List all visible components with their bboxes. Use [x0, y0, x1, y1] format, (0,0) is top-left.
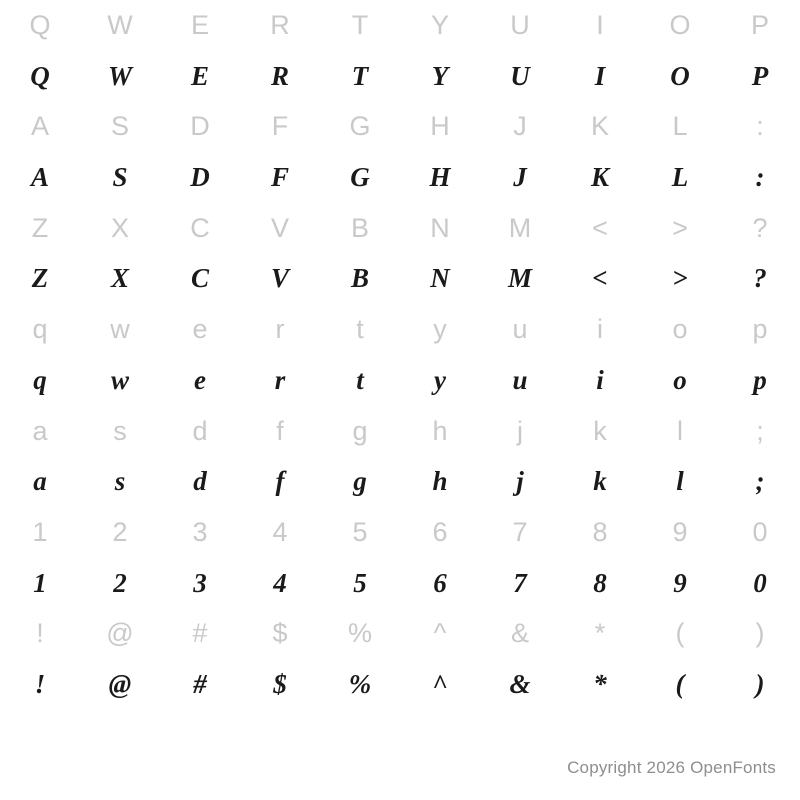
- glyph-cell: 1: [33, 567, 47, 598]
- glyph-cell: Q: [30, 60, 50, 91]
- glyph-cell: i: [596, 364, 604, 395]
- glyph-cell: 6: [433, 567, 447, 598]
- glyph-cell: E: [190, 9, 209, 40]
- glyph-cell: M: [508, 212, 532, 243]
- glyph-cell: (: [675, 618, 685, 649]
- reference-row: [0, 304, 800, 355]
- glyph-cell: P: [750, 9, 769, 40]
- glyph-cell: f: [276, 415, 284, 446]
- glyph-cell: U: [510, 60, 530, 91]
- glyph-cell: i: [597, 314, 603, 345]
- glyph-cell: ): [755, 669, 765, 700]
- glyph-cell: 6: [432, 517, 448, 548]
- glyph-cell: S: [110, 111, 129, 142]
- glyph-cell: f: [275, 466, 285, 497]
- glyph-cell: Y: [431, 60, 449, 91]
- glyph-cell: B: [350, 212, 369, 243]
- glyph-cell: %: [347, 618, 372, 649]
- reference-row: [0, 507, 800, 558]
- glyph-cell: ;: [756, 415, 764, 446]
- glyph-cell: H: [430, 111, 450, 142]
- glyph-cell: g: [353, 466, 367, 497]
- glyph-cell: #: [192, 618, 208, 649]
- glyph-cell: ;: [755, 466, 765, 497]
- glyph-cell: l: [676, 466, 684, 497]
- glyph-cell: ?: [752, 212, 768, 243]
- glyph-cell: o: [673, 364, 687, 395]
- glyph-cell: 5: [352, 517, 368, 548]
- glyph-cell: 3: [192, 517, 208, 548]
- glyph-cell: L: [671, 162, 689, 193]
- glyph-cell: 1: [32, 517, 48, 548]
- glyph-cell: 9: [673, 567, 687, 598]
- glyph-cell: W: [107, 9, 133, 40]
- specimen-row: [0, 355, 800, 406]
- glyph-cell: X: [110, 263, 129, 294]
- glyph-cell: u: [512, 364, 528, 395]
- glyph-cell: ^: [433, 618, 447, 649]
- glyph-cell: O: [669, 9, 691, 40]
- glyph-cell: I: [594, 60, 606, 91]
- glyph-cell: G: [349, 111, 371, 142]
- glyph-cell: y: [434, 364, 446, 395]
- glyph-cell: u: [512, 314, 528, 345]
- glyph-cell: e: [192, 314, 208, 345]
- glyph-cell: A: [30, 111, 49, 142]
- glyph-cell: %: [348, 669, 372, 700]
- glyph-cell: :: [756, 111, 764, 142]
- glyph-cell: r: [274, 364, 286, 395]
- specimen-row: [0, 659, 800, 710]
- glyph-cell: 2: [112, 517, 128, 548]
- glyph-cell: L: [672, 111, 688, 142]
- glyph-cell: H: [429, 162, 451, 193]
- glyph-cell: $: [272, 618, 288, 649]
- copyright-notice: Copyright 2026 OpenFonts: [567, 758, 776, 777]
- glyph-cell: B: [350, 263, 369, 294]
- specimen-row: [0, 254, 800, 305]
- glyph-cell: 8: [592, 517, 608, 548]
- glyph-cell: t: [356, 314, 364, 345]
- glyph-cell: D: [190, 111, 210, 142]
- glyph-cell: K: [590, 162, 609, 193]
- glyph-cell: V: [270, 212, 289, 243]
- glyph-cell: >: [672, 212, 688, 243]
- glyph-cell: U: [510, 9, 530, 40]
- glyph-cell: :: [755, 162, 765, 193]
- reference-row: [0, 101, 800, 152]
- glyph-cell: ^: [432, 669, 448, 700]
- glyph-cell: a: [32, 415, 48, 446]
- reference-row: [0, 203, 800, 254]
- glyph-cell: M: [507, 263, 532, 294]
- reference-row: [0, 0, 800, 51]
- glyph-cell: (: [675, 669, 685, 700]
- glyph-cell: 5: [353, 567, 367, 598]
- glyph-cell: <: [592, 263, 608, 294]
- glyph-cell: 9: [672, 517, 688, 548]
- glyph-cell: 8: [593, 567, 607, 598]
- glyph-cell: Z: [31, 263, 49, 294]
- glyph-cell: #: [193, 669, 207, 700]
- glyph-cell: l: [677, 415, 683, 446]
- glyph-cell: p: [753, 364, 767, 395]
- glyph-cell: ?: [753, 263, 767, 294]
- glyph-cell: *: [593, 669, 607, 700]
- glyph-cell: a: [33, 466, 47, 497]
- glyph-cell: $: [273, 669, 287, 700]
- glyph-cell: T: [351, 60, 369, 91]
- glyph-cell: E: [190, 60, 209, 91]
- glyph-cell: C: [190, 263, 209, 294]
- glyph-cell: j: [516, 466, 524, 497]
- glyph-cell: g: [352, 415, 368, 446]
- glyph-cell: d: [192, 415, 208, 446]
- glyph-cell: C: [190, 212, 210, 243]
- glyph-cell: Z: [31, 212, 49, 243]
- glyph-cell: S: [112, 162, 128, 193]
- glyph-cell: G: [350, 162, 370, 193]
- glyph-cell: q: [32, 314, 48, 345]
- reference-row: [0, 609, 800, 660]
- glyph-cell: 4: [273, 567, 287, 598]
- glyph-cell: s: [113, 415, 127, 446]
- specimen-row: [0, 51, 800, 102]
- glyph-cell: *: [594, 618, 606, 649]
- glyph-cell: <: [592, 212, 608, 243]
- glyph-cell: p: [752, 314, 768, 345]
- glyph-cell: 7: [512, 517, 528, 548]
- glyph-cell: w: [110, 364, 129, 395]
- glyph-cell: Q: [29, 9, 51, 40]
- glyph-cell: k: [593, 415, 607, 446]
- glyph-cell: R: [270, 9, 290, 40]
- glyph-cell: 0: [753, 567, 767, 598]
- glyph-cell: A: [30, 162, 49, 193]
- glyph-cell: q: [33, 364, 47, 395]
- glyph-cell: j: [517, 415, 523, 446]
- glyph-cell: 4: [272, 517, 288, 548]
- glyph-cell: ): [755, 618, 765, 649]
- glyph-cell: o: [672, 314, 688, 345]
- glyph-cell: s: [114, 466, 126, 497]
- glyph-cell: >: [672, 263, 688, 294]
- glyph-cell: Y: [430, 9, 449, 40]
- glyph-cell: d: [193, 466, 207, 497]
- glyph-cell: &: [510, 618, 529, 649]
- glyph-cell: K: [590, 111, 609, 142]
- glyph-cell: &: [509, 669, 531, 700]
- glyph-cell: I: [596, 9, 604, 40]
- glyph-cell: !: [34, 669, 46, 700]
- glyph-cell: 2: [113, 567, 127, 598]
- glyph-cell: F: [270, 162, 289, 193]
- glyph-cell: w: [110, 314, 130, 345]
- specimen-row: [0, 456, 800, 507]
- glyph-cell: r: [275, 314, 285, 345]
- glyph-cell: V: [270, 263, 289, 294]
- glyph-cell: O: [670, 60, 690, 91]
- glyph-cell: 3: [193, 567, 207, 598]
- glyph-cell: @: [106, 618, 134, 649]
- glyph-cell: t: [356, 364, 364, 395]
- glyph-cell: h: [432, 415, 448, 446]
- glyph-cell: 0: [752, 517, 768, 548]
- glyph-cell: X: [110, 212, 129, 243]
- glyph-cell: y: [433, 314, 447, 345]
- glyph-cell: @: [108, 669, 132, 700]
- glyph-cell: N: [430, 263, 450, 294]
- specimen-row: [0, 152, 800, 203]
- glyph-cell: J: [513, 162, 527, 193]
- glyph-cell: h: [432, 466, 448, 497]
- glyph-cell: W: [107, 60, 132, 91]
- glyph-cell: N: [430, 212, 450, 243]
- glyph-cell: k: [593, 466, 607, 497]
- glyph-cell: J: [513, 111, 527, 142]
- glyph-cell: !: [36, 618, 44, 649]
- glyph-cell: P: [751, 60, 769, 91]
- glyph-cell: R: [270, 60, 289, 91]
- glyph-cell: F: [271, 111, 289, 142]
- glyph-cell: e: [194, 364, 206, 395]
- glyph-cell: D: [190, 162, 210, 193]
- specimen-row: [0, 558, 800, 609]
- glyph-cell: T: [351, 9, 369, 40]
- reference-row: [0, 406, 800, 457]
- glyph-cell: 7: [513, 567, 527, 598]
